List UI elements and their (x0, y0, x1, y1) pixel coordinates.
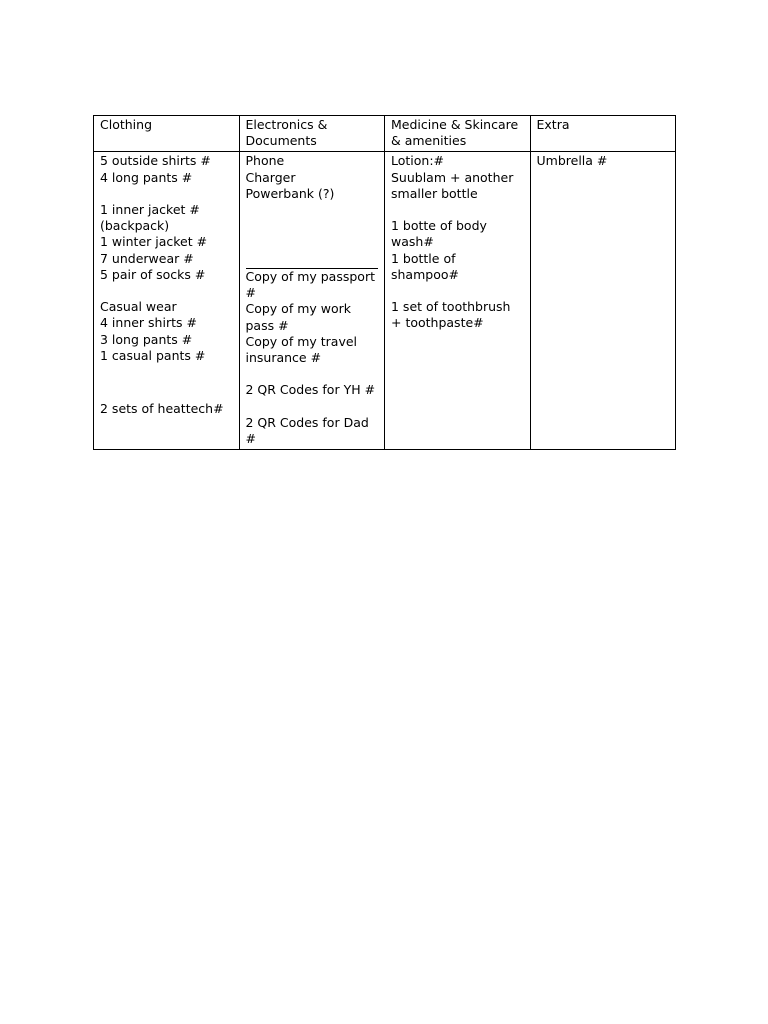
list-item: Charger (245, 169, 296, 185)
blank-line (100, 283, 233, 299)
list-item: Copy of my passport # (245, 269, 375, 301)
list-item: Copy of my travel insurance # (245, 333, 358, 366)
list-item: 1 inner jacket #(backpack) (100, 202, 200, 234)
header-electronics-documents: Electronics & Documents (239, 116, 385, 152)
blank-line (100, 380, 233, 401)
list-item: 4 inner shirts # (100, 315, 197, 331)
list-item: 1 botte of body wash# (391, 218, 487, 250)
header-extra: Extra (530, 116, 676, 152)
list-item: 2 sets of heattech# (100, 401, 224, 417)
list-item: 1 set of toothbrush + toothpaste# (391, 299, 511, 331)
header-clothing: Clothing (94, 116, 240, 152)
blank-line (391, 283, 524, 299)
list-item: Powerbank (?) (245, 185, 335, 201)
list-item: Lotion:# (391, 153, 445, 169)
list-item: 1 bottle of shampoo# (391, 250, 459, 282)
blank-line (246, 202, 379, 268)
list-item: Umbrella # (536, 153, 608, 169)
blank-line (246, 366, 379, 382)
list-item: 5 pair of socks # (100, 266, 206, 282)
blank-line (391, 202, 524, 218)
casual-wear-heading: Casual wear (100, 299, 177, 315)
list-item: 4 long pants # (100, 169, 193, 185)
list-item: 2 QR Codes for Dad # (245, 414, 369, 447)
list-item: Suublam + another smaller bottle (391, 169, 514, 201)
list-item: 1 casual pants # (100, 347, 206, 363)
extra-cell (530, 152, 676, 450)
clothing-cell (94, 152, 240, 450)
blank-line (246, 399, 379, 415)
electronics-documents-cell (239, 152, 385, 450)
table-row (94, 152, 676, 450)
medicine-skincare-cell (385, 152, 531, 450)
list-item: 3 long pants # (100, 331, 193, 347)
table-header-row (94, 116, 676, 152)
list-item: Copy of my work pass # (245, 301, 351, 333)
packing-list-table (93, 115, 676, 450)
list-item: 7 underwear # (100, 250, 194, 266)
blank-line (100, 364, 233, 380)
blank-line (100, 186, 233, 202)
list-item: 2 QR Codes for YH # (245, 382, 376, 398)
header-medicine-skincare: Medicine & Skincare & amenities (385, 116, 531, 152)
list-item: 1 winter jacket # (100, 234, 208, 250)
list-item: 5 outside shirts # (100, 153, 211, 169)
list-item: Phone (245, 153, 285, 169)
